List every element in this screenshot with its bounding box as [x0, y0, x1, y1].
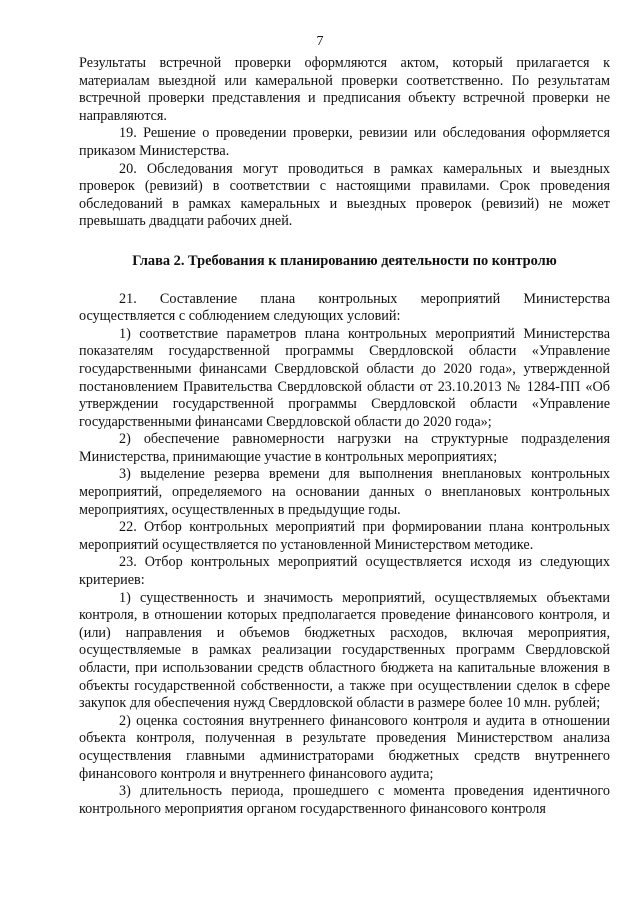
document-body: [79, 55, 610, 818]
list-item: 1) существенность и значимость мероприятий, осуществляемых объектами контроля, в отношении которых предполагается проведение финансового контроля, и (или) направления и объемов бюджетных расходов, включая мероприятия, осуществляемые в рамках реализации государственных программ Свердловской области, при использовании средств областного бюджета на капитальные вложения в объекты государственной собственности, а также при осуществлении сделок в сфере закупок для обеспечения нужд Свердловской области в размере более 10 млн. рублей;: [79, 589, 610, 712]
paragraph: 20. Обследования могут проводиться в рамках камеральных и выездных проверок (ревизий) в соответствии с настоящими правилами. Срок проведения обследований в рамках камеральных и выездных проверок (ревизий) не может превышать двадцати рабочих дней.: [79, 160, 610, 230]
page-number: 7: [316, 34, 324, 49]
paragraph: Результаты встречной проверки оформляются актом, который прилагается к материалам выездной или камеральной проверки соответственно. По результатам встречной проверки представления и предписания объекту встречной проверки не направляются.: [79, 55, 610, 124]
list-item: 2) оценка состояния внутреннего финансового контроля и аудита в отношении объекта контроля, полученная в результате проведения Министерством анализа осуществления главными администраторами бюджетных средств внутреннего финансового контроля и внутреннего финансового аудита;: [79, 712, 610, 782]
paragraph: 19. Решение о проведении проверки, ревизии или обследования оформляется приказом Министерства.: [79, 125, 610, 159]
list-item: 3) выделение резерва времени для выполнения внеплановых контрольных мероприятий, определяемого на основании данных о внеплановых контрольных мероприятиях, осуществленных в предыдущие годы.: [79, 466, 610, 518]
chapter-heading: Глава 2. Требования к планированию деятельности по контролю: [132, 252, 557, 269]
paragraph: 21. Составление плана контрольных мероприятий Министерства осуществляется с соблюдением следующих условий:: [79, 290, 610, 325]
list-item: 3) длительность периода, прошедшего с момента проведения идентичного контрольного мероприятия органом государственного финансового контроля: [79, 783, 610, 817]
paragraph: 23. Отбор контрольных мероприятий осуществляется исходя из следующих критериев:: [79, 554, 610, 589]
list-item: 2) обеспечение равномерности нагрузки на структурные подразделения Министерства, принимающие участие в контрольных мероприятиях;: [79, 431, 610, 465]
list-item: 1) соответствие параметров плана контрольных мероприятий Министерства показателям государственной программы Свердловской области «Управление государственными финансами Свердловской области до 2020 года», утвержденной постановлением Правительства Свердловской области от 23.10.2013 № 1284-ПП «Об утверждении государственной программы Свердловской области «Управление государственными финансами Свердловской области до 2020 года»;: [79, 325, 610, 430]
paragraph: 22. Отбор контрольных мероприятий при формировании плана контрольных мероприятий осуществляется по установленной Министерством методике.: [79, 519, 610, 553]
